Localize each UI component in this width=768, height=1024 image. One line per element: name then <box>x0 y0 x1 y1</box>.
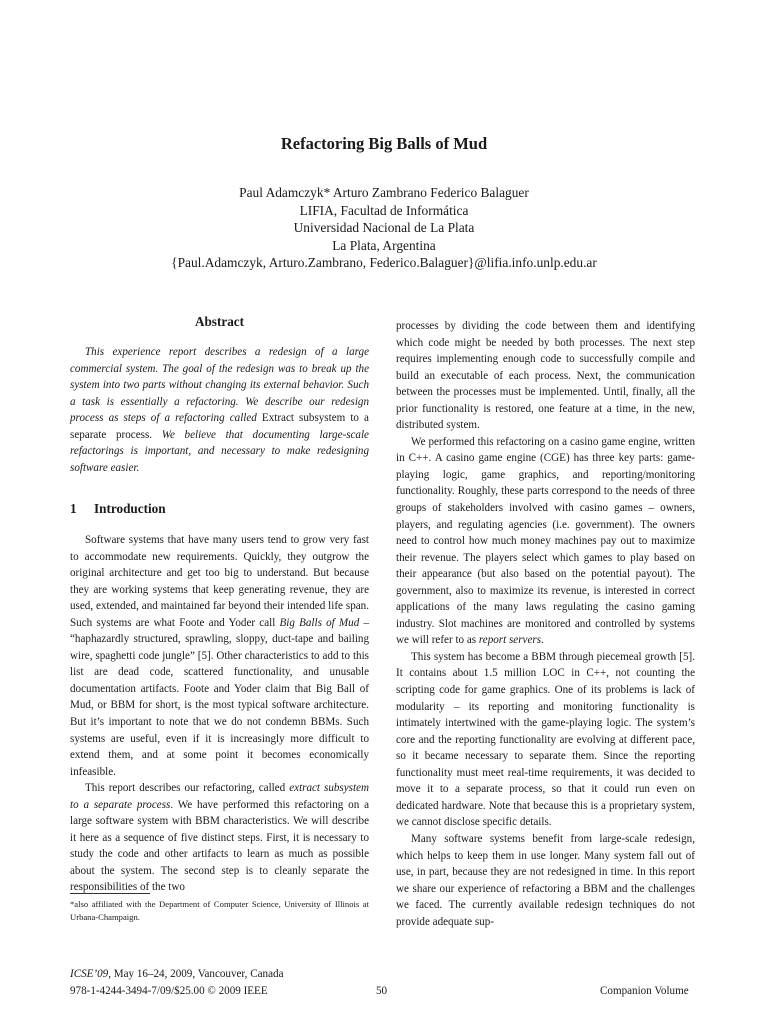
isbn-line: 978-1-4244-3494-7/09/$25.00 © 2009 IEEE <box>70 984 268 997</box>
intro-paragraph-1 <box>70 532 369 780</box>
author-block <box>0 184 768 272</box>
intro-paragraph-2 <box>70 780 369 896</box>
intro-p2-text-a: This report describes our refactoring, called <box>85 782 286 795</box>
footnote-divider <box>70 893 150 894</box>
venue-details: , May 16–24, 2009, Vancouver, Canada <box>108 968 284 980</box>
abstract-text-2: We believe that documenting large-scale refactorings is important, and necessary to make redesigning software easier. <box>70 428 369 474</box>
abstract-text-1: This experience report describes a redesign of a large commercial system. The goal of the redesign was to break up the system into two parts without changing its external behavior. Such a task is essentially a refactoring. We describe our redesign process as steps of a refactoring called <box>70 346 369 425</box>
footnote: *also affiliated with the Department of Computer Science, University of Illinois at Urbana-Champaign. <box>70 899 369 923</box>
section-number: 1 <box>70 501 77 516</box>
abstract-heading: Abstract <box>194 314 245 329</box>
intro-p2-text-b: . We have performed this refactoring on a large software system with BBM characteristics. We will describe it here as a sequence of five distinct steps. First, it is necessary to study the code and other artifacts to learn as much as possible about the system. The second step is to cleanly separate the responsibilities of the two <box>70 798 369 894</box>
author-names: Paul Adamczyk* Arturo Zambrano Federico Balaguer <box>239 185 529 200</box>
right-p2-text-b: . <box>541 634 544 647</box>
right-column-body <box>396 318 695 930</box>
footer-venue <box>70 966 284 999</box>
intro-p2-italic: extract subsystem to a separate process <box>70 782 370 811</box>
footer-volume: Companion Volume <box>600 985 689 997</box>
right-p2-italic: report servers <box>478 634 542 647</box>
author-emails: {Paul.Adamczyk, Arturo.Zambrano, Federico.Balaguer}@lifia.info.unlp.edu.ar <box>171 255 597 271</box>
intro-p1-text-b: – “haphazardly structured, sprawling, sloppy, duct-tape and bailing wire, spaghetti code jungle” [5]. Other characteristics to add to this list are dead code, scattered functionality, and unusable documentation artifacts. Foote and Yoder claim that Big Ball of Mud, or BBM for short, is the most typical software architecture. But it’s important to note that we do not condemn BBMs. Such systems are useful, even if it is increasingly more difficult to extend them, and at some point it becomes economically infeasible. <box>70 616 370 778</box>
affiliation-university: Universidad Nacional de La Plata <box>293 220 475 236</box>
right-paragraph-2 <box>396 434 695 649</box>
right-paragraph-3: This system has become a BBM through piecemeal growth [5]. It contains about 1.5 million LOC in C++, not counting the scripting code for game graphics. One of its problems is lack of modularity – its reporting and monitoring functionality is intimately intertwined with the game-playing logic. The system’s core and the reporting functionality are evolving at different pace, so it became necessary to separate them. Since the reporting functionality must meet real-time requirements, it was decided to move it to a separate process, so that it could run even on dedicated hardware. Note that because this is a proprietary system, we cannot disclose specific details. <box>396 650 695 829</box>
section-title: Introduction <box>94 501 166 516</box>
page-number: 50 <box>376 985 388 997</box>
right-p2-text-a: We performed this refactoring on a casino game engine, written in C++. A casino game engine (CGE) has three key parts: game-playing logic, game graphics, and reporting/monitoring functionality. Roughly, these parts correspond to the needs of three groups of stakeholders involved with casino games – owners, players, and regulating agencies (i.e. government). The owners need to control how much money machines pay out to maximize their revenue. The players select which games to play based on their appearance (but also based on the potential payout). The government, also to maximize its revenue, is interested in correct applications of the many laws regulating the casino gaming industry. Slot machines are monitored and controlled by systems we will refer to as <box>396 435 695 647</box>
paper-title: Refactoring Big Balls of Mud <box>280 134 488 153</box>
intro-p1-italic: Big Balls of Mud <box>279 616 360 629</box>
affiliation-location: La Plata, Argentina <box>332 237 436 253</box>
abstract-paragraph <box>70 344 369 476</box>
affiliation-faculty: LIFIA, Facultad de Informática <box>299 202 469 218</box>
venue-line <box>70 966 284 983</box>
intro-p1-text-a: Software systems that have many users tend to grow very fast to accommodate new requirements. Quickly, they outgrow the original architecture and get too big to understand. But because they are working systems that keep generating revenue, they are used, extended, and maintained far beyond their intended life span. Such systems are what Foote and Yoder call <box>70 534 369 629</box>
right-paragraph-1: processes by dividing the code between them and identifying which code might be needed by both processes. The next step requires implementing enough code to successfully compile and build an executable of each process. Next, the communication between the processes must be implemented. Until, finally, all the prior functionality is restored, one feature at a time, in the new, distributed system. <box>396 320 695 432</box>
abstract-refactoring-name: Extract subsystem to a separate process. <box>70 412 369 441</box>
abstract-body <box>70 344 369 476</box>
right-paragraph-4: Many software systems benefit from large-scale redesign, which helps to keep them in use longer. Many system fall out of use, in part, because they are not redesigned in time. In this report we share our experience of refactoring a BBM and the challenges we faced. The currently available redesign techniques do not provide adequate sup- <box>396 832 695 928</box>
left-column-body <box>70 532 369 896</box>
section-heading-introduction <box>70 501 166 517</box>
venue-name: ICSE’09 <box>70 968 109 980</box>
